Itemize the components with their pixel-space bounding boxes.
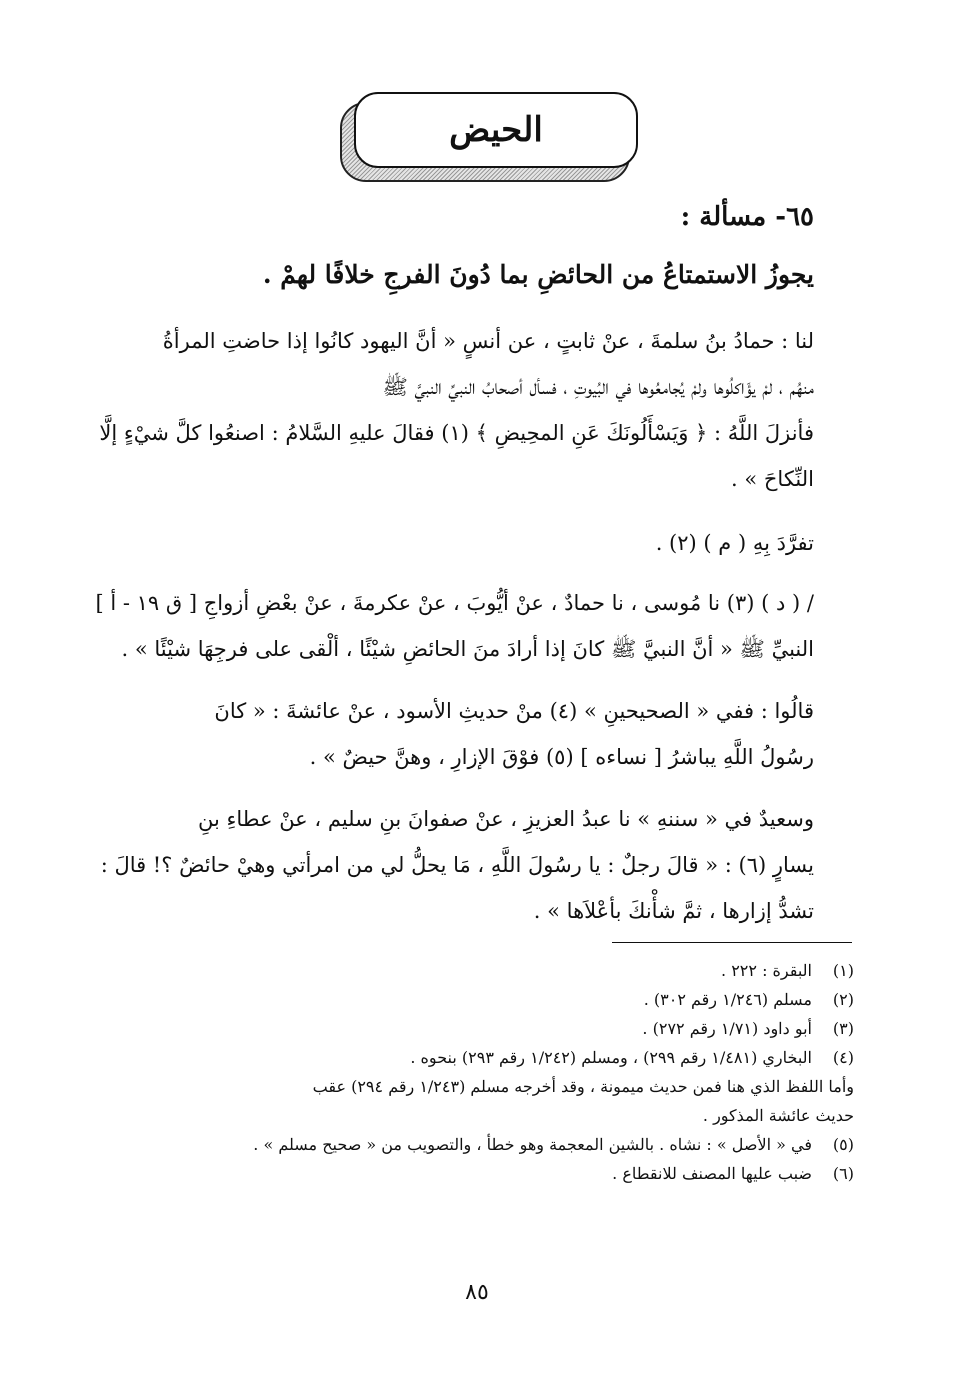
- footnote-number: (٦): [832, 1164, 854, 1183]
- footnote-text: مسلم (١/٢٤٦ رقم ٣٠٢) .: [643, 990, 812, 1009]
- paragraph-objection: [148, 688, 814, 780]
- page-number: ٨٥: [465, 1280, 489, 1305]
- text-line: تشدُّ إزارها ، ثمَّ شأْنكَ بأعْلاَها » .: [533, 899, 814, 923]
- text-line: تفرَّدَ بِهِ ( م ) (٢) .: [655, 531, 814, 555]
- footnote-text: وأما اللفظ الذي هنا فمن حديث ميمونة ، وقد أخرجه مسلم (١/٢٤٣ رقم ٢٩٤) عقب: [312, 1077, 854, 1096]
- paragraph-attribution: [148, 520, 814, 566]
- footnote-number: (٤): [832, 1048, 854, 1067]
- title-frame-box: [354, 92, 638, 168]
- text-line: رسُولُ اللَّهِ يباشرُ [ نساءه ] (٥) فوْقَ الإزارِ ، وهنَّ حيضٌ » .: [309, 745, 814, 769]
- text-line: النِّكاحَ » .: [731, 467, 814, 491]
- footnote-item: [140, 1130, 854, 1159]
- footnote-text: أبو داود (١/٧١ رقم ٢٧٢) .: [642, 1019, 812, 1038]
- text-line: منهُم ، لمْ يؤَاكلُوها ولمْ يُجامعُوها في البُيوتِ ، فسأل أصحابُ النبيِّ النبيَّ ﷺ: [382, 375, 814, 399]
- text-line: يسارٍ (٦) : « قالَ رجلٌ : يا رسُولَ اللَّهِ ، مَا يحلُّ لي من امرأتي وهيْ حائضٌ ؟! قالَ :: [100, 853, 814, 877]
- footnote-item: [140, 985, 854, 1014]
- footnote-text: البقرة : ٢٢٢ .: [721, 961, 812, 980]
- footnote-number: (٣): [832, 1019, 854, 1038]
- text-line: لنا : حمادُ بنُ سلمةَ ، عنْ ثابتٍ ، عن أنسٍ « أنَّ اليهود كانُوا إذا حاضتِ المرأةُ: [162, 329, 814, 353]
- ruling-statement: يجوزُ الاستمتاعُ من الحائضِ بما دُونَ الفرجِ خلافًا لهمْ .: [262, 260, 814, 289]
- footnote-item: [140, 1159, 854, 1188]
- footnote-continuation: [140, 1072, 854, 1101]
- chapter-title: الحيض: [449, 110, 543, 150]
- footnote-text: البخاري (١/٤٨١ رقم ٢٩٩) ، ومسلم (١/٢٤٢ رقم ٢٩٣) بنحوه .: [410, 1048, 812, 1067]
- footnote-divider: [612, 942, 852, 943]
- footnote-number: (١): [832, 961, 854, 980]
- paragraph-said: [100, 796, 814, 934]
- footnote-item: [140, 1014, 854, 1043]
- text-line: قالُوا : ففي « الصحيحينِ » (٤) منْ حديثِ الأسود ، عنْ عائشةَ : « كانَ: [214, 699, 814, 723]
- text-line: / ( د ) (٣) نا مُوسى ، نا حمادٌ ، عنْ أيُّوبَ ، عنْ عكرمةَ ، عنْ بعْضِ أزواجِ [ ق ١٩ - أ ]: [95, 591, 814, 615]
- chapter-title-frame: [340, 92, 640, 178]
- text-line: فأنزلَ اللَّهُ : ﴿ وَيَسْأَلُونَكَ عَنِ المحِيضِ ﴾ (١) فقالَ عليهِ السَّلامُ : اصنعُوا كلَّ شيْءٍ إلَّا: [99, 421, 814, 445]
- footnote-text: حديث عائشة المذكور .: [702, 1106, 854, 1125]
- footnote-number: (٢): [832, 990, 854, 1009]
- footnote-text: في « الأصل » : نشاه . بالشين المعجمة وهو خطأ ، والتصويب من « صحيح مسلم » .: [253, 1135, 812, 1154]
- text-line: وسعيدٌ في « سننهِ » نا عبدُ العزيزِ ، عنْ صفوانَ بنِ سليم ، عنْ عطاءِ بنِ: [197, 807, 814, 831]
- paragraph-abu-dawud: [95, 580, 814, 672]
- footnote-number: (٥): [832, 1135, 854, 1154]
- footnotes: [140, 956, 854, 1188]
- paragraph-evidence: [99, 318, 814, 502]
- footnote-text: ضبب عليها المصنف للانقطاع .: [612, 1164, 812, 1183]
- footnote-item: [140, 1043, 854, 1072]
- issue-heading: ٦٥- مسألة :: [680, 202, 814, 232]
- text-line: النبيِّ ﷺ « أنَّ النبيَّ ﷺ كانَ إذا أرادَ منَ الحائضِ شيْئًا ، ألْقى على فرجِهَا شيْئًا » .: [121, 637, 814, 661]
- footnote-continuation: [140, 1101, 854, 1130]
- footnote-item: [140, 956, 854, 985]
